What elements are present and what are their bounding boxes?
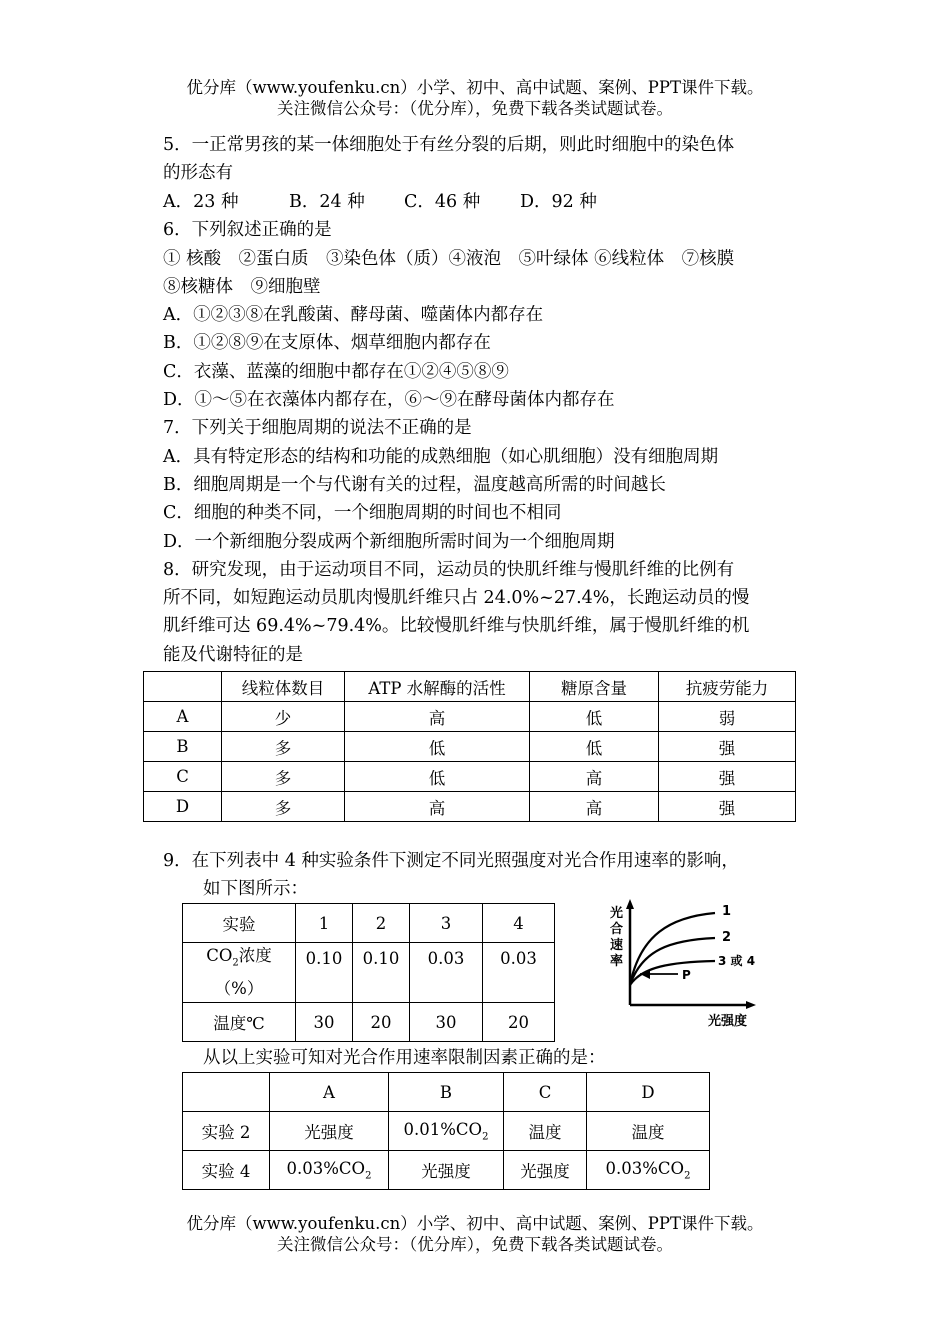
y-label-4: 率: [610, 954, 624, 969]
q8-stem-line1: 8．研究发现，由于运动项目不同，运动员的快肌纤维与慢肌纤维的比例有: [163, 560, 735, 580]
co2-unit: （%）: [214, 979, 264, 999]
x-label: 光强度: [708, 1014, 748, 1029]
table-cell: 0.10: [296, 943, 353, 1003]
x-axis-arrow: [746, 1001, 756, 1009]
table-cell: 光强度: [270, 1112, 389, 1151]
table-cell: [270, 1151, 389, 1190]
table-cell: 糖原含量: [530, 672, 659, 702]
table-cell: 多: [222, 732, 345, 762]
table-row: [183, 943, 555, 1003]
table-cell: 3: [410, 904, 483, 943]
page-header-line1: 优分库（www.youfenku.cn）小学、初中、高中试题、案例、PPT课件下载。: [186, 78, 764, 97]
table-cell: [183, 943, 296, 1003]
table-row: [183, 1003, 555, 1042]
table-cell: 实验 4: [183, 1151, 270, 1190]
table-cell: 低: [530, 732, 659, 762]
co2-subscript: 2: [684, 1170, 691, 1182]
y-label-1: 光: [610, 906, 624, 921]
table-row: [144, 672, 796, 702]
q5-option-b: B．24 种: [289, 192, 365, 212]
curve-2-label: 2: [722, 930, 732, 945]
table-cell: A: [270, 1073, 389, 1112]
table-cell: C: [144, 762, 222, 792]
table-cell: 强: [659, 792, 796, 822]
page-header-line2: 关注微信公众号：（优分库），免费下载各类试题试卷。: [277, 99, 673, 118]
q8-stem-line4: 能及代谢特征的是: [163, 645, 303, 665]
table-cell: 30: [296, 1003, 353, 1042]
y-label-3: 速: [610, 938, 624, 953]
table-cell: [389, 1112, 504, 1151]
page-footer-line1: 优分库（www.youfenku.cn）小学、初中、高中试题、案例、PPT课件下载。: [186, 1214, 764, 1233]
table-cell: 抗疲劳能力: [659, 672, 796, 702]
table-cell: 多: [222, 792, 345, 822]
q7-option-b: B．细胞周期是一个与代谢有关的过程，温度越高所需的时间越长: [163, 475, 666, 495]
co2-subscript: 2: [482, 1131, 489, 1143]
table-row: [144, 762, 796, 792]
p-pointer-arrow: [640, 969, 650, 979]
table-cell: D: [587, 1073, 710, 1112]
table-cell: 多: [222, 762, 345, 792]
table-cell: 弱: [659, 702, 796, 732]
table-cell: 20: [353, 1003, 410, 1042]
q5-option-d: D．92 种: [520, 192, 597, 212]
y-label-2: 合: [610, 922, 624, 937]
q9-stem-line1: 9．在下列表中 4 种实验条件下测定不同光照强度对光合作用速率的影响，: [163, 851, 739, 871]
q5-stem-line2: 的形态有: [163, 163, 233, 183]
table-row: [144, 732, 796, 762]
table-cell: 线粒体数目: [222, 672, 345, 702]
table-cell: 强: [659, 762, 796, 792]
table-cell: 低: [345, 762, 530, 792]
table-cell: B: [389, 1073, 504, 1112]
q9-stem-line2: 如下图所示：: [203, 879, 308, 899]
q7-stem: 7．下列关于细胞周期的说法不正确的是: [163, 418, 472, 438]
table-row: [183, 904, 555, 943]
table-cell: A: [144, 702, 222, 732]
table-row: [183, 1073, 710, 1112]
table-cell: 1: [296, 904, 353, 943]
table-cell: C: [504, 1073, 587, 1112]
table-cell: 温度: [587, 1112, 710, 1151]
table-cell: 实验 2: [183, 1112, 270, 1151]
point-p-label: P: [682, 968, 691, 982]
q9-answer-table: [182, 1072, 710, 1190]
co2-subscript: 2: [365, 1170, 372, 1182]
table-row: [183, 1112, 710, 1151]
q6-option-b: B．①②⑧⑨在支原体、烟草细胞内都存在: [163, 333, 491, 353]
table-cell: 2: [353, 904, 410, 943]
q6-option-d: D．①～⑤在衣藻体内都存在，⑥～⑨在酵母菌体内都存在: [163, 390, 615, 410]
table-cell: ATP 水解酶的活性: [345, 672, 530, 702]
table-cell: 4: [483, 904, 555, 943]
table-cell: 光强度: [504, 1151, 587, 1190]
co2-label-rest: 浓度: [238, 946, 272, 965]
table-cell: 实验: [183, 904, 296, 943]
table-cell: 温度: [504, 1112, 587, 1151]
table-cell: 高: [345, 702, 530, 732]
q8-stem-line2: 所不同，如短跑运动员肌肉慢肌纤维只占 24.0%~27.4%，长跑运动员的慢: [163, 588, 750, 608]
cell-text: 0.03%CO: [605, 1158, 685, 1178]
q5-option-a: A．23 种: [163, 192, 239, 212]
table-cell: 光强度: [389, 1151, 504, 1190]
table-row: [183, 1151, 710, 1190]
table-cell: [587, 1151, 710, 1190]
table-cell: D: [144, 792, 222, 822]
cell-text: 0.01%CO: [403, 1119, 483, 1139]
table-cell: 30: [410, 1003, 483, 1042]
q7-option-c: C．细胞的种类不同，一个细胞周期的时间也不相同: [163, 503, 562, 523]
table-cell: 低: [345, 732, 530, 762]
table-row: [144, 702, 796, 732]
page-footer-line2: 关注微信公众号：（优分库），免费下载各类试题试卷。: [277, 1235, 673, 1254]
curve-34-label: 3 或 4: [718, 954, 756, 968]
table-cell: 少: [222, 702, 345, 732]
table-cell: 强: [659, 732, 796, 762]
table-cell: 0.03: [483, 943, 555, 1003]
q8-table: [143, 671, 796, 822]
q9-question: 从以上实验可知对光合作用速率限制因素正确的是：: [203, 1048, 606, 1068]
table-cell: 高: [345, 792, 530, 822]
q5-option-c: C．46 种: [404, 192, 481, 212]
q7-option-a: A．具有特定形态的结构和功能的成熟细胞（如心肌细胞）没有细胞周期: [163, 447, 719, 467]
table-cell: [183, 1073, 270, 1112]
q6-option-a: A．①②③⑧在乳酸菌、酵母菌、噬菌体内都存在: [163, 305, 544, 325]
y-axis-arrow: [626, 899, 634, 909]
q6-stem: 6．下列叙述正确的是: [163, 220, 332, 240]
table-cell: 0.03: [410, 943, 483, 1003]
table-cell: B: [144, 732, 222, 762]
q6-items-line1: ① 核酸 ②蛋白质 ③染色体（质）④液泡 ⑤叶绿体 ⑥线粒体 ⑦核膜: [163, 249, 735, 269]
photosynthesis-figure: [600, 895, 775, 1035]
table-cell: [144, 672, 222, 702]
q6-items-line2: ⑧核糖体 ⑨细胞壁: [163, 277, 321, 297]
co2-label: CO: [206, 946, 233, 965]
table-cell: 高: [530, 762, 659, 792]
co2-subscript: 2: [232, 957, 239, 969]
table-row: [144, 792, 796, 822]
table-cell: 高: [530, 792, 659, 822]
q8-stem-line3: 肌纤维可达 69.4%~79.4%。比较慢肌纤维与快肌纤维，属于慢肌纤维的机: [163, 616, 750, 636]
curve-1-label: 1: [722, 904, 732, 919]
q5-stem-line1: 5．一正常男孩的某一体细胞处于有丝分裂的后期，则此时细胞中的染色体: [163, 135, 735, 155]
table-cell: 20: [483, 1003, 555, 1042]
table-cell: 温度℃: [183, 1003, 296, 1042]
q9-conditions-table: [182, 903, 555, 1042]
table-cell: 低: [530, 702, 659, 732]
q7-option-d: D．一个新细胞分裂成两个新细胞所需时间为一个细胞周期: [163, 532, 615, 552]
table-cell: 0.10: [353, 943, 410, 1003]
cell-text: 0.03%CO: [286, 1158, 366, 1178]
q6-option-c: C．衣藻、蓝藻的细胞中都存在①②④⑤⑧⑨: [163, 362, 509, 382]
